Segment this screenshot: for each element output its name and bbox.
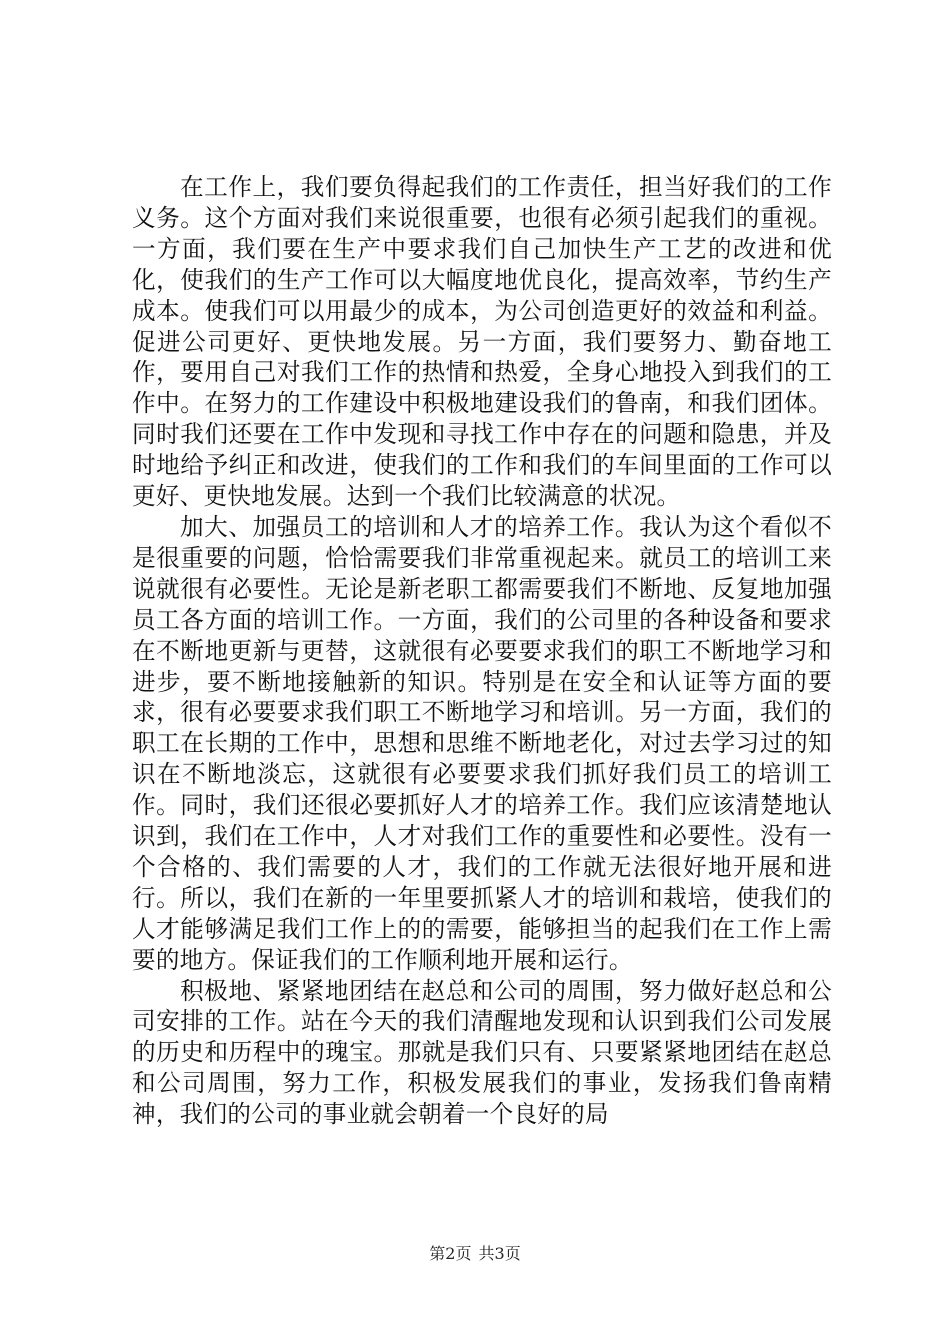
paragraph-staff-training: 加大、加强员工的培训和人才的培养工作。我认为这个看似不是很重要的问题，恰恰需要我们非常重视起来。就员工的培训工来说就很有必要性。无论是新老职工都需要我们不断地、反复地加强员工各方面的培训工作。一方面，我们的公司里的各种设备和要求在不断地更新与更替，这就很有必要要求我们的职工不断地学习和进步，要不断地接触新的知识。特别是在安全和认证等方面的要求，很有必要要求我们职工不断地学习和培训。另一方面，我们的职工在长期的工作中，思想和思维不断地老化，对过去学习过的知识在不断地淡忘，这就很有必要要求我们抓好我们员工的培训工作。同时，我们还很必要抓好人才的培养工作。我们应该清楚地认识到，我们在工作中，人才对我们工作的重要性和必要性。没有一个合格的、我们需要的人才，我们的工作就无法很好地开展和进行。所以，我们在新的一年里要抓紧人才的培训和栽培，使我们的人才能够满足我们工作上的的需要，能够担当的起我们在工作上需要的地方。保证我们的工作顺利地开展和运行。 (132, 512, 832, 974)
page-footer (0, 1241, 950, 1264)
paragraph-unity: 积极地、紧紧地团结在赵总和公司的周围，努力做好赵总和公司安排的工作。站在今天的我们清醒地发现和认识到我们公司发展的历史和历程中的瑰宝。那就是我们只有、只要紧紧地团结在赵总和公司周围，努力工作，积极发展我们的事业，发扬我们鲁南精神，我们的公司的事业就会朝着一个良好的局 (132, 976, 832, 1129)
page-number-current: 第2页 (429, 1244, 472, 1263)
page-number-total: 共3页 (478, 1244, 521, 1263)
paragraph-work-responsibility: 在工作上，我们要负得起我们的工作责任，担当好我们的工作义务。这个方面对我们来说很重要，也很有必须引起我们的重视。一方面，我们要在生产中要求我们自己加快生产工艺的改进和优化，使我们的生产工作可以大幅度地优良化，提高效率，节约生产成本。使我们可以用最少的成本，为公司创造更好的效益和利益。促进公司更好、更快地发展。另一方面，我们要努力、勤奋地工作，要用自己对我们工作的热情和热爱，全身心地投入到我们的工作中。在努力的工作建设中积极地建设我们的鲁南，和我们团体。同时我们还要在工作中发现和寻找工作中存在的问题和隐患，并及时地给予纠正和改进，使我们的工作和我们的车间里面的工作可以更好、更快地发展。达到一个我们比较满意的状况。 (132, 173, 832, 511)
document-body (132, 172, 832, 1130)
